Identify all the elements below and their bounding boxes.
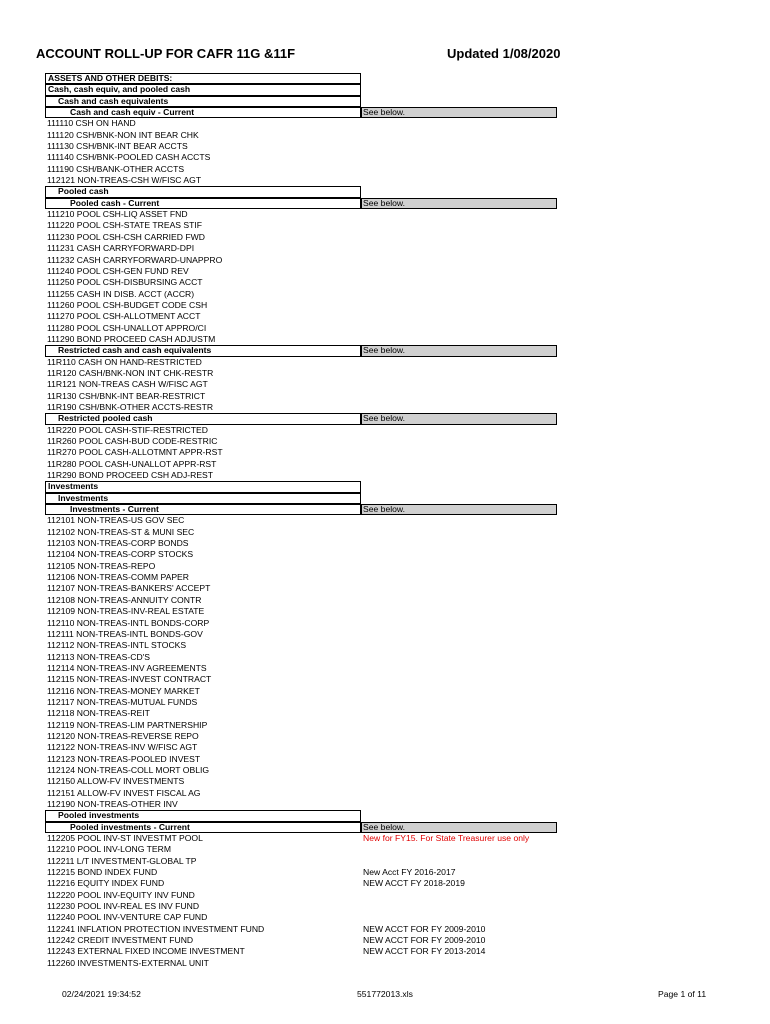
account-row [45,629,557,640]
account-row [45,561,557,572]
row-note: NEW ACCT FOR FY 2013-2014 [363,946,486,957]
row-note: New Acct FY 2016-2017 [363,867,456,878]
account-row [45,402,557,413]
account-row [45,118,557,129]
row-label: 112117 NON-TREAS-MUTUAL FUNDS [47,696,198,707]
row-label: 111190 CSH/BANK-OTHER ACCTS [47,163,185,174]
row-label: 112106 NON-TREAS-COMM PAPER [47,572,189,583]
row-label: Investments [45,481,361,492]
section-header-row [45,810,557,821]
section-header-row [45,493,557,504]
row-label: 112109 NON-TREAS-INV-REAL ESTATE [47,606,205,617]
account-row [45,515,557,526]
row-label: 111280 POOL CSH-UNALLOT APPRO/CI [47,322,207,333]
footer-page-number: Page 1 of 11 [658,989,707,999]
row-label: 112103 NON-TREAS-CORP BONDS [47,538,189,549]
account-row [45,742,557,753]
row-label: 112260 INVESTMENTS-EXTERNAL UNIT [47,957,209,968]
row-label: 112150 ALLOW-FV INVESTMENTS [47,776,185,787]
row-label: 112240 POOL INV-VENTURE CAP FUND [47,912,208,923]
row-label: 111231 CASH CARRYFORWARD-DPI [47,243,195,254]
row-label: Cash and cash equiv - Current [45,107,361,118]
row-label: 11R130 CSH/BNK-INT BEAR-RESTRICT [47,390,206,401]
row-label: 111130 CSH/BNK-INT BEAR ACCTS [47,141,188,152]
footer-filename: 551772013.xls [357,989,413,999]
account-row [45,912,557,923]
row-label: 112119 NON-TREAS-LIM PARTNERSHIP [47,719,208,730]
row-label: 112120 NON-TREAS-REVERSE REPO [47,730,199,741]
account-row [45,447,557,458]
account-row [45,878,557,889]
account-row [45,640,557,651]
account-row [45,663,557,674]
row-label: 112104 NON-TREAS-CORP STOCKS [47,549,194,560]
row-label: 112107 NON-TREAS-BANKERS' ACCEPT [47,583,211,594]
row-label: 11R190 CSH/BNK-OTHER ACCTS-RESTR [47,401,214,412]
row-label: 112110 NON-TREAS-INTL BONDS-CORP [47,617,210,628]
account-row [45,243,557,254]
row-label: 111110 CSH ON HAND [47,118,136,129]
row-label: 112108 NON-TREAS-ANNUITY CONTR [47,594,202,605]
account-row [45,697,557,708]
account-row [45,527,557,538]
row-label: Pooled investments - Current [45,822,361,833]
row-label: Restricted cash and cash equivalents [45,345,361,356]
section-header-row [45,504,557,515]
account-row [45,300,557,311]
row-label: 111260 POOL CSH-BUDGET CODE CSH [47,299,208,310]
row-label: 112242 CREDIT INVESTMENT FUND [47,935,194,946]
account-row [45,141,557,152]
row-label: 112211 L/T INVESTMENT-GLOBAL TP [47,855,197,866]
row-note: See below. [361,198,557,209]
account-row [45,765,557,776]
row-note: NEW ACCT FY 2018-2019 [363,878,465,889]
account-row [45,708,557,719]
row-label: 111120 CSH/BNK-NON INT BEAR CHK [47,129,199,140]
section-header-row [45,822,557,833]
row-label: 11R220 POOL CASH-STIF-RESTRICTED [47,424,208,435]
account-row [45,674,557,685]
account-row [45,618,557,629]
account-row [45,164,557,175]
row-label: Pooled investments [45,810,361,821]
account-row [45,935,557,946]
row-label: 112123 NON-TREAS-POOLED INVEST [47,753,201,764]
account-row [45,890,557,901]
account-row [45,357,557,368]
updated-date: Updated 1/08/2020 [447,46,561,61]
row-label: Investments [45,493,361,504]
row-label: ASSETS AND OTHER DEBITS: [45,73,361,84]
account-row [45,856,557,867]
section-header-row [45,73,557,84]
account-row [45,277,557,288]
footer-timestamp: 02/24/2021 19:34:52 [62,989,141,999]
row-note: New for FY15. For State Treasurer use only [363,833,530,844]
row-label: 112190 NON-TREAS-OTHER INV [47,799,178,809]
row-note: See below. [361,822,557,833]
account-row [45,754,557,765]
row-label: 11R110 CASH ON HAND-RESTRICTED [47,356,202,367]
account-row [45,323,557,334]
account-row [45,391,557,402]
account-row [45,946,557,957]
account-row [45,470,557,481]
row-label: 112113 NON-TREAS-CD'S [47,651,151,662]
row-label: Cash and cash equivalents [45,96,361,107]
account-row [45,720,557,731]
document-title: ACCOUNT ROLL-UP FOR CAFR 11G &11F [36,46,296,61]
account-row [45,583,557,594]
row-label: Restricted pooled cash [45,413,361,424]
account-row [45,379,557,390]
account-row [45,686,557,697]
account-row [45,901,557,912]
row-label: 111140 CSH/BNK-POOLED CASH ACCTS [47,152,211,163]
row-label: 11R270 POOL CASH-ALLOTMNT APPR-RST [47,447,223,458]
account-row [45,731,557,742]
section-header-row [45,186,557,197]
account-row [45,867,557,878]
row-note: See below. [361,107,557,118]
row-label: 11R120 CASH/BNK-NON INT CHK-RESTR [47,367,214,378]
account-row [45,788,557,799]
account-row [45,425,557,436]
account-row [45,459,557,470]
account-row [45,833,557,844]
row-label: 11R121 NON-TREAS CASH W/FISC AGT [47,379,208,390]
account-row [45,652,557,663]
account-row [45,958,557,969]
row-note: NEW ACCT FOR FY 2009-2010 [363,935,486,946]
account-row [45,368,557,379]
account-row [45,606,557,617]
row-label: Pooled cash [45,186,361,197]
row-label: 111270 POOL CSH-ALLOTMENT ACCT [47,311,201,322]
account-row [45,799,557,810]
account-row [45,209,557,220]
row-label: 111255 CASH IN DISB. ACCT (ACCR) [47,288,195,299]
section-header-row [45,198,557,209]
row-label: 111232 CASH CARRYFORWARD-UNAPPRO [47,254,223,265]
row-label: 112118 NON-TREAS-REIT [47,708,150,719]
row-label: 112205 POOL INV-ST INVESTMT POOL [47,833,203,844]
row-note: See below. [361,345,557,356]
row-label: 112112 NON-TREAS-INTL STOCKS [47,640,187,651]
account-row [45,311,557,322]
row-note: See below. [361,413,557,424]
row-label: 11R280 POOL CASH-UNALLOT APPR-RST [47,458,217,469]
section-header-row [45,96,557,107]
row-label: 112243 EXTERNAL FIXED INCOME INVESTMENT [47,946,245,957]
row-label: 112215 BOND INDEX FUND [47,867,158,878]
row-label: 112151 ALLOW-FV INVEST FISCAL AG [47,787,201,798]
account-row [45,289,557,300]
row-label: 112101 NON-TREAS-US GOV SEC [47,515,185,526]
account-row [45,334,557,345]
account-row [45,232,557,243]
row-label: 112124 NON-TREAS-COLL MORT OBLIG [47,764,210,775]
section-header-row [45,345,557,356]
row-label: 111220 POOL CSH-STATE TREAS STIF [47,220,203,231]
row-label: 111290 BOND PROCEED CASH ADJUSTM [47,333,216,344]
section-header-row [45,84,557,95]
account-row [45,776,557,787]
account-row [45,130,557,141]
row-label: 111250 POOL CSH-DISBURSING ACCT [47,277,203,288]
row-label: 112115 NON-TREAS-INVEST CONTRACT [47,674,212,685]
section-header-row [45,107,557,118]
row-label: Investments - Current [45,504,361,515]
row-label: 111210 POOL CSH-LIQ ASSET FND [47,209,188,220]
account-row [45,266,557,277]
row-label: 112102 NON-TREAS-ST & MUNI SEC [47,526,195,537]
account-row [45,538,557,549]
account-row [45,436,557,447]
account-row [45,175,557,186]
row-label: 112111 NON-TREAS-INTL BONDS-GOV [47,628,203,639]
row-label: 112230 POOL INV-REAL ES INV FUND [47,901,200,912]
row-label: 112114 NON-TREAS-INV AGREEMENTS [47,662,207,673]
row-note: NEW ACCT FOR FY 2009-2010 [363,923,486,934]
account-row [45,152,557,163]
row-label: 112122 NON-TREAS-INV W/FISC AGT [47,742,198,753]
row-label: Pooled cash - Current [45,198,361,209]
row-label: 112210 POOL INV-LONG TERM [47,844,172,855]
row-label: 111230 POOL CSH-CSH CARRIED FWD [47,231,205,242]
account-row [45,924,557,935]
account-list [45,73,557,969]
row-label: 112116 NON-TREAS-MONEY MARKET [47,685,200,696]
row-label: Cash, cash equiv, and pooled cash [45,84,361,95]
row-label: 111240 POOL CSH-GEN FUND REV [47,265,189,276]
row-note: See below. [361,504,557,515]
account-row [45,220,557,231]
row-label: 112105 NON-TREAS-REPO [47,560,156,571]
account-row [45,572,557,583]
account-row [45,549,557,560]
account-row [45,255,557,266]
section-header-row [45,413,557,424]
row-label: 11R260 POOL CASH-BUD CODE-RESTRIC [47,436,218,446]
row-label: 11R290 BOND PROCEED CSH ADJ-REST [47,470,214,481]
row-label: 112121 NON-TREAS-CSH W/FISC AGT [47,175,202,186]
row-label: 112241 INFLATION PROTECTION INVESTMENT FUND [47,923,265,934]
section-header-row [45,481,557,492]
account-row [45,844,557,855]
row-label: 112220 POOL INV-EQUITY INV FUND [47,889,195,900]
row-label: 112216 EQUITY INDEX FUND [47,878,165,889]
account-row [45,595,557,606]
